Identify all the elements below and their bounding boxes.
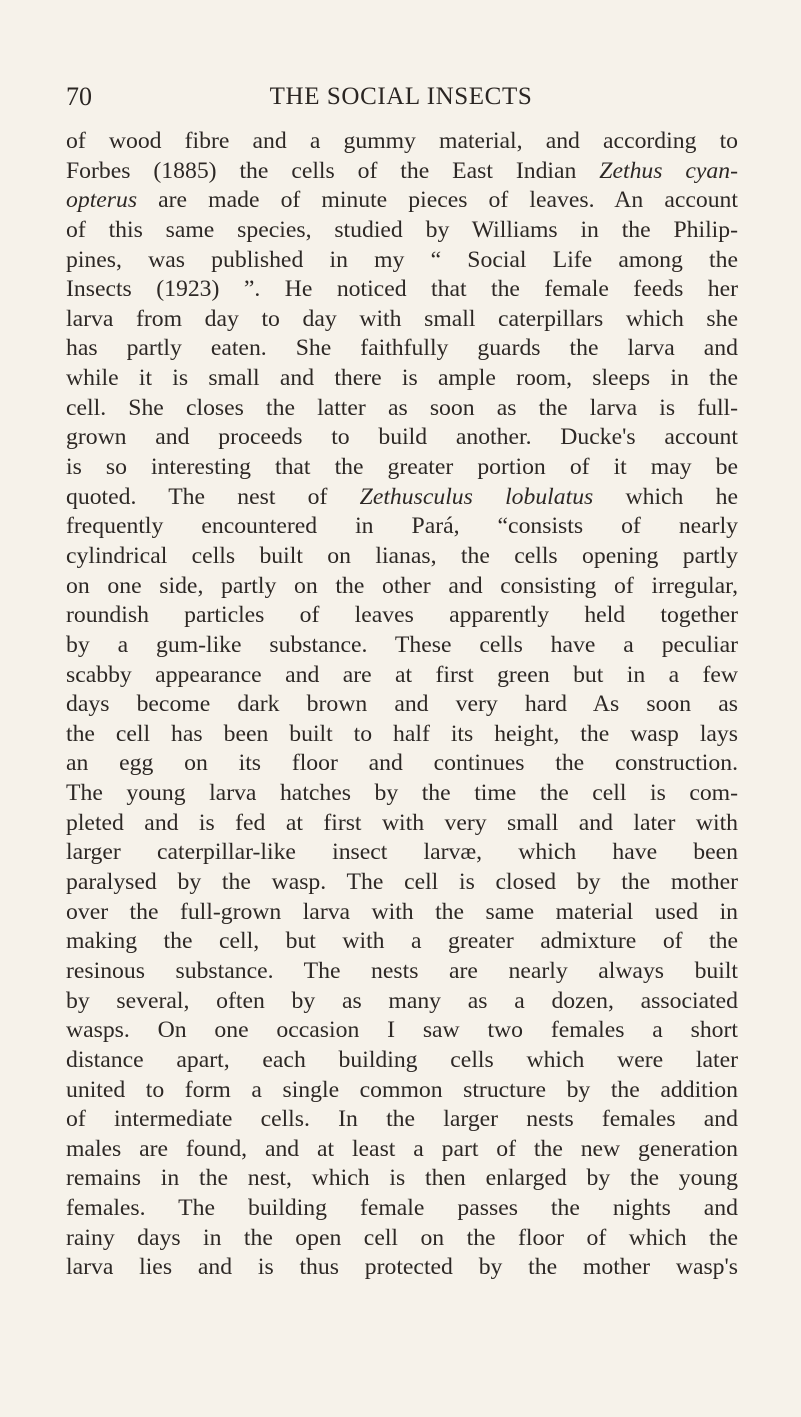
- text-line: females. The building female passes the nights and: [66, 1195, 738, 1222]
- text-line: rainy days in the open cell on the floor of which the: [66, 1224, 738, 1251]
- text-line: of wood fibre and a gummy material, and according to: [66, 128, 738, 154]
- text-line: males are found, and at least a part of the new generation: [66, 1135, 738, 1162]
- text-line: roundish particles of leaves apparently held together: [66, 602, 738, 629]
- text-line: Insects (1923) ”. He noticed that the female feeds her: [66, 276, 738, 303]
- text-line: larva lies and is thus protected by the mother wasp's: [66, 1254, 738, 1281]
- text-line: paralysed by the wasp. The cell is closed by the mother: [66, 869, 738, 896]
- text-line: scabby appearance and are at first green but in a few: [66, 661, 738, 688]
- text-line: resinous substance. The nests are nearly always built: [66, 957, 738, 984]
- text-line: by several, often by as many as a dozen, associated: [66, 987, 738, 1014]
- text-line: remains in the nest, which is then enlarged by the young: [66, 1165, 738, 1192]
- page-number: 70: [66, 82, 92, 111]
- text-line: grown and proceeds to build another. Ducke's account: [66, 424, 738, 451]
- text-line: pines, was published in my “ Social Life among the: [66, 246, 738, 273]
- text-line: quoted. The nest of Zethusculus lobulatus which he: [66, 483, 738, 510]
- text-line: by a gum-like substance. These cells have a peculiar: [66, 631, 738, 658]
- text-line: is so interesting that the greater portion of it may be: [66, 454, 738, 481]
- running-title: THE SOCIAL INSECTS: [269, 83, 533, 110]
- text-line: Forbes (1885) the cells of the East Indian Zethus cyan-: [66, 157, 738, 184]
- text-line: over the full-grown larva with the same material used in: [66, 898, 738, 925]
- text-line: distance apart, each building cells which were later: [66, 1046, 738, 1073]
- text-line: frequently encountered in Pará, “consists of nearly: [66, 513, 738, 540]
- text-line: of intermediate cells. In the larger nests females and: [66, 1106, 738, 1133]
- text-line: days become dark brown and very hard As soon as: [66, 691, 738, 718]
- text-line: on one side, partly on the other and consisting of irregular,: [66, 572, 738, 599]
- text-line: has partly eaten. She faithfully guards the larva and: [66, 335, 738, 362]
- running-head: [66, 80, 736, 114]
- text-line: the cell has been built to half its height, the wasp lays: [66, 720, 738, 747]
- text-line: an egg on its floor and continues the construction.: [66, 750, 738, 777]
- text-line: wasps. On one occasion I saw two females a short: [66, 1017, 738, 1044]
- body-paragraph: [66, 127, 738, 1283]
- text-line: of this same species, studied by Williams in the Philip-: [66, 216, 738, 243]
- text-line: larger caterpillar-like insect larvæ, which have been: [66, 839, 738, 866]
- text-line: larva from day to day with small caterpillars which she: [66, 305, 738, 332]
- text-line: The young larva hatches by the time the cell is com-: [66, 780, 738, 807]
- text-line: united to form a single common structure by the addition: [66, 1076, 738, 1103]
- text-line: cylindrical cells built on lianas, the cells opening partly: [66, 542, 738, 569]
- text-line: while it is small and there is ample room, sleeps in the: [66, 365, 738, 392]
- text-line: pleted and is fed at first with very small and later with: [66, 809, 738, 836]
- text-line: making the cell, but with a greater admixture of the: [66, 928, 738, 955]
- text-line: cell. She closes the latter as soon as the larva is full-: [66, 394, 738, 421]
- text-line: opterus are made of minute pieces of leaves. An account: [66, 187, 738, 214]
